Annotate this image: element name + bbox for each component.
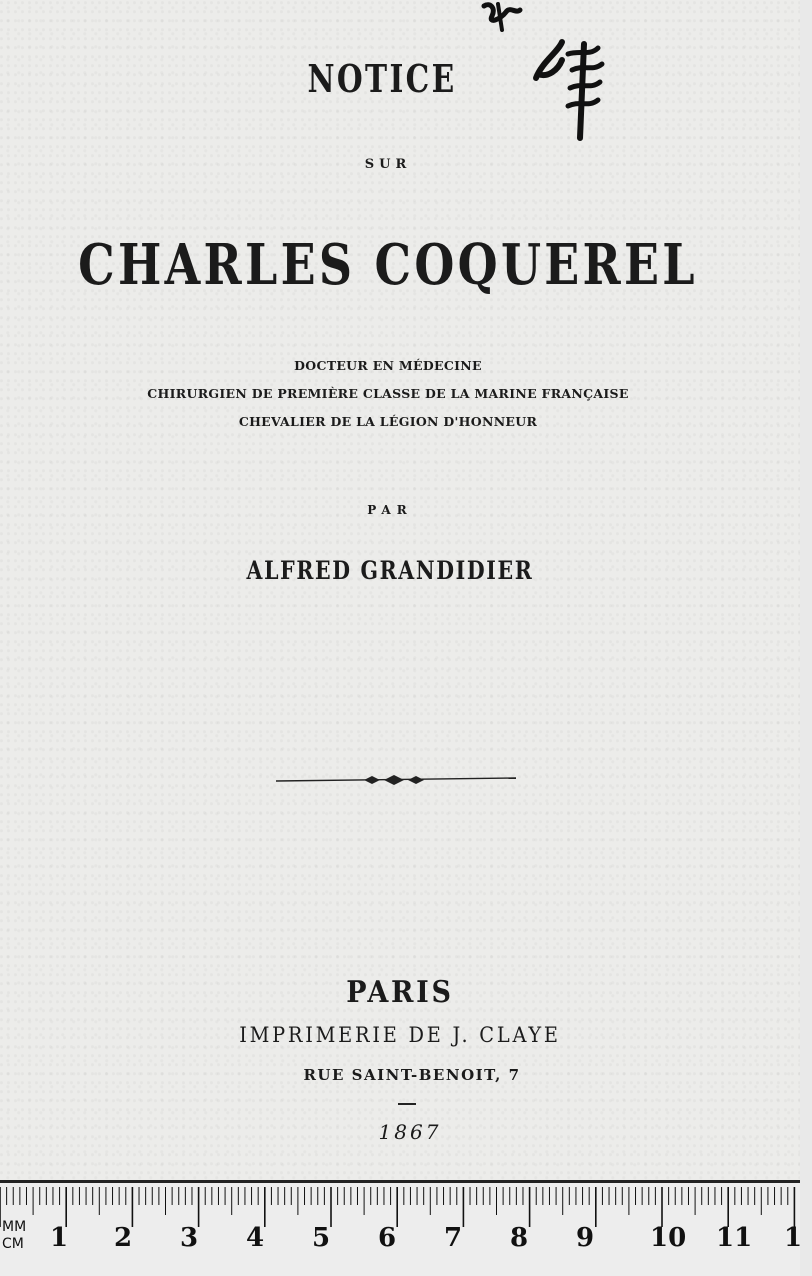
subject-title-3: CHEVALIER DE LA LÉGION D'HONNEUR (238, 414, 538, 429)
ruler-number: 7 (444, 1223, 463, 1253)
ruler-number: 5 (312, 1223, 331, 1253)
ruler-number: 11 (716, 1223, 753, 1253)
handwritten-shelfmark-mark (478, 0, 528, 40)
ruler-number: 8 (510, 1223, 529, 1253)
ruler-number: 10 (650, 1223, 687, 1253)
author-name: ALFRED GRANDIDIER (246, 556, 534, 585)
ruler-number: 1 (784, 1223, 803, 1253)
par-line: PAR (367, 503, 413, 517)
measuring-ruler (0, 1180, 803, 1276)
ruler-unit-mm: MM (2, 1219, 27, 1235)
subject-title-2: CHIRURGIEN DE PREMIÈRE CLASSE DE LA MARINE FRANÇAISE (147, 386, 629, 401)
printer: IMPRIMERIE DE J. CLAYE (239, 1023, 561, 1047)
ruler-number: 6 (378, 1223, 397, 1253)
ruler-unit-labels (2, 1219, 26, 1253)
ruler-unit-cm: CM (2, 1236, 24, 1252)
subject-name: CHARLES COQUEREL (78, 232, 698, 298)
ruler-number: 3 (180, 1223, 199, 1253)
printer-address: RUE SAINT-BENOIT, 7 (303, 1066, 521, 1084)
separator-dash (398, 1103, 416, 1105)
publication-year: 1867 (378, 1120, 442, 1144)
notice-heading: NOTICE (307, 56, 457, 101)
ruler-number: 9 (576, 1223, 595, 1253)
ruler-number: 1 (50, 1223, 69, 1253)
handwritten-shelfmark-mark (528, 34, 608, 144)
city: PARIS (346, 975, 454, 1010)
ornamental-rule (276, 770, 516, 790)
sur-line: SUR (364, 157, 412, 172)
ruler-number: 2 (114, 1223, 133, 1253)
subject-title-1: DOCTEUR EN MÉDECINE (294, 358, 482, 373)
ruler-number: 4 (246, 1223, 265, 1253)
